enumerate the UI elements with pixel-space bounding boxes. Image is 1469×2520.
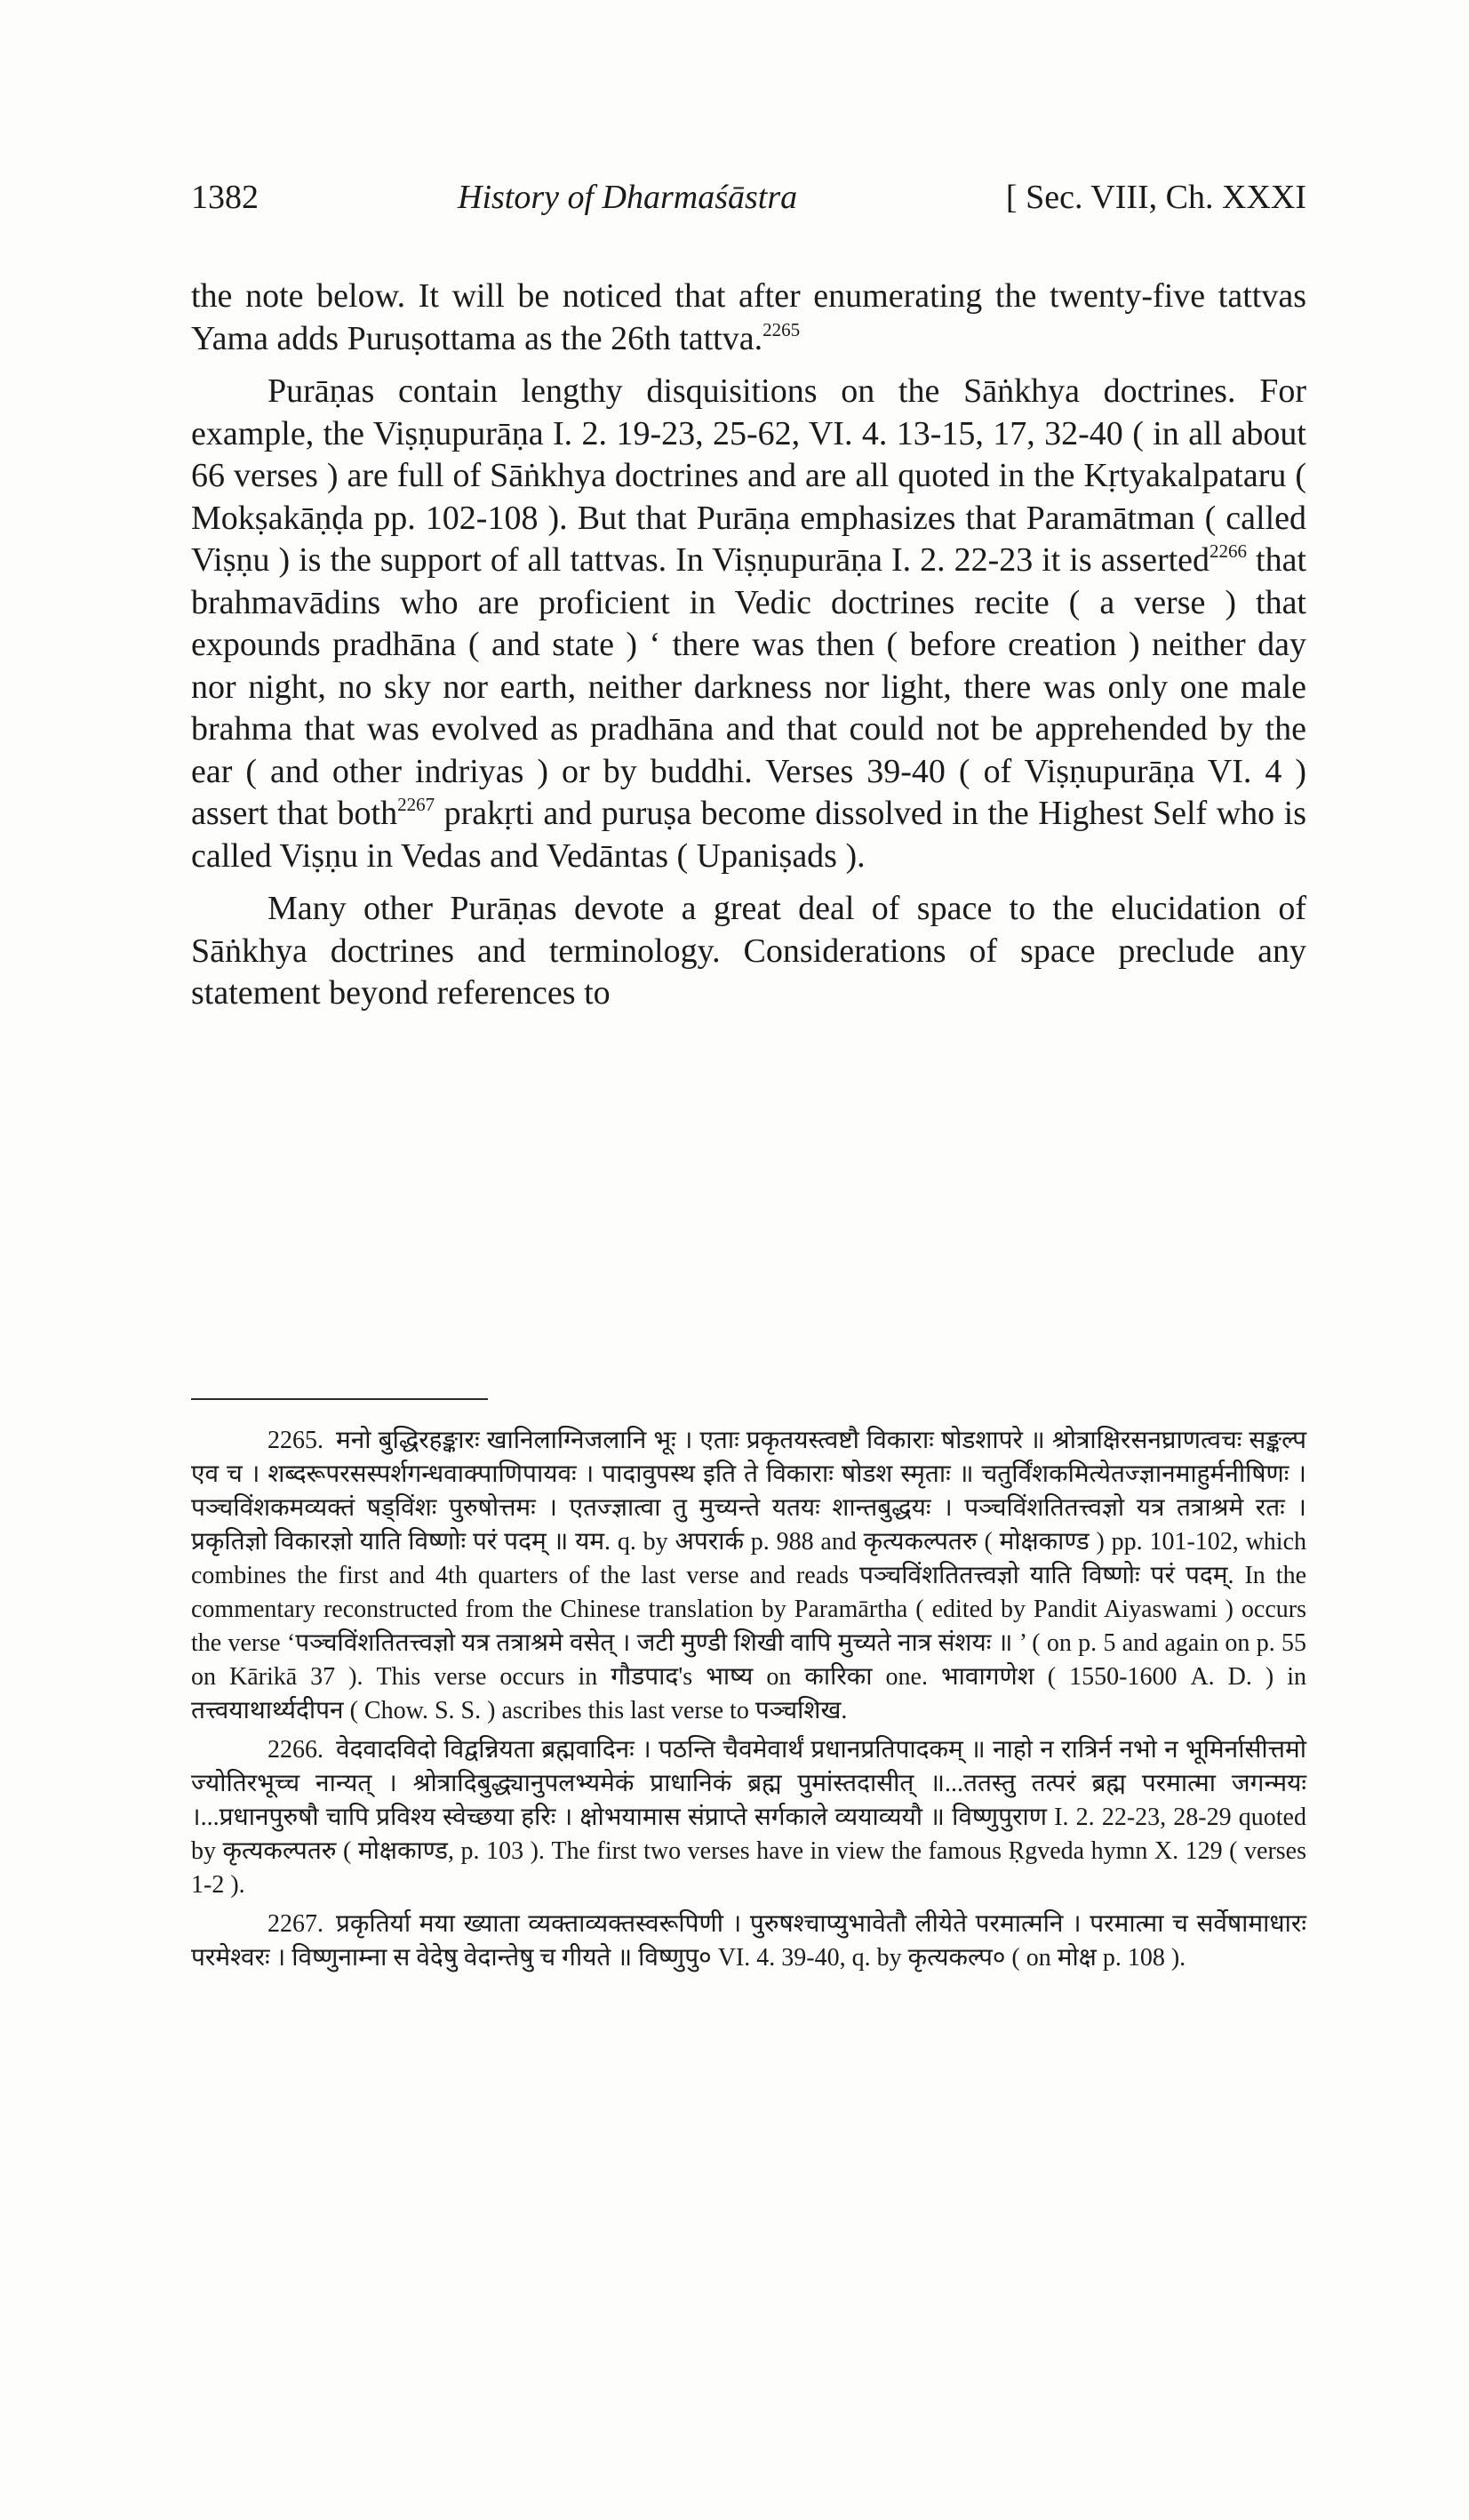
paragraph-2 <box>191 371 1306 877</box>
footnote-number: 2267. <box>267 1910 323 1938</box>
footnotes <box>191 1424 1306 1980</box>
paragraph-3 <box>191 888 1306 1015</box>
footnote-divider <box>191 1398 488 1400</box>
footnote-text: प्रकृतिर्या मया ख्याता व्यक्ताव्यक्तस्वरूपिणी । पुरुषश्चाप्युभावेतौ लीयेते परमात्मनि । परमात्मा च सर्वेषामाधारः परमेश्वरः । विष्णुनाम्ना स वेदेषु वेदान्तेषु च गीयते ॥ विष्णुपु० VI. 4. 39-40, q. by कृत्यकल्प० ( on मोक्ष p. 108 ). <box>191 1910 1306 1972</box>
running-title: History of Dharmaśāstra <box>458 179 798 216</box>
paragraph-3-text: Many other Purāṇas devote a great deal of space to the elucidation of Sāṅkhya doctrines and terminology. Considerations of space preclude any statement beyond references to <box>191 890 1306 1012</box>
page-header <box>191 178 1306 231</box>
footnote-ref-2267: 2267 <box>397 794 435 815</box>
section-reference: [ Sec. VIII, Ch. XXXI <box>1005 179 1306 216</box>
paragraph-2-text-c: prakṛti and puruṣa become dissolved in the Highest Self who is called Viṣṇu in Vedas and Vedāntas ( Upaniṣads ). <box>191 795 1307 875</box>
footnote-text: वेदवादविदो विद्वन्नियता ब्रह्मवादिनः । पठन्ति चैवमेवार्थं प्रधानप्रतिपादकम् ॥ नाहो न रात्रिर्न नभो न भूमिर्नासीत्तमो ज्योतिरभूच्च नान्यत् । श्रोत्रादिबुद्ध्यानुपलभ्यमेकं प्राधानिकं ब्रह्म पुमांस्तदासीत् ॥...ततस्तु तत्परं ब्रह्म परमात्मा जगन्मयः ।...प्रधानपुरुषौ चापि प्रविश्य स्वेच्छया हरिः । क्षोभयामास संप्राप्ते सर्गकाले व्ययाव्ययौ ॥ विष्णुपुराण I. 2. 22-23, 28-29 quoted by कृत्यकल्पतरु ( मोक्षकाण्ड, p. 103 ). The first two verses have in view the famous Ṛgveda hymn X. 129 ( verses 1-2 ). <box>191 1736 1306 1899</box>
page-number: 1382 <box>191 179 259 216</box>
footnote-2267 <box>191 1908 1306 1975</box>
paragraph-1-text: the note below. It will be noticed that after enumerating the twenty-five tattvas Yama adds Puruṣottama as the 26th tattva. <box>191 277 1306 357</box>
paragraph-1 <box>191 276 1306 360</box>
paragraph-2-text-a: Purāṇas contain lengthy disquisitions on the Sāṅkhya doctrines. For example, the Viṣṇupurāṇa I. 2. 19-23, 25-62, VI. 4. 13-15, 17, 32-40 ( in all about 66 verses ) are full of Sāṅkhya doctrines and are all quoted in the Kṛtyakalpataru ( Mokṣakāṇḍa pp. 102-108 ). But that Purāṇa emphasizes that Paramātman ( called Viṣṇu ) is the support of all tattvas. In Viṣṇupurāṇa I. 2. 22-23 it is asserted <box>191 372 1306 579</box>
footnote-number: 2266. <box>267 1736 323 1764</box>
footnote-number: 2265. <box>267 1427 323 1454</box>
footnote-text: मनो बुद्धिरहङ्कारः खानिलाग्निजलानि भूः । एताः प्रकृतयस्त्वष्टौ विकाराः षोडशापरे ॥ श्रोत्राक्षिरसनघ्राणत्वचः सङ्कल्प एव च । शब्दरूपरसस्पर्शगन्धवाक्पाणिपायवः । पादावुपस्थ इति ते विकाराः षोडश स्मृताः ॥ चतुर्विंशकमित्येतज्ज्ञानमाहुर्मनीषिणः । पञ्चविंशकमव्यक्तं षड्विंशः पुरुषोत्तमः । एतज्ज्ञात्वा तु मुच्यन्ते यतयः शान्तबुद्धयः । पञ्चविंशतितत्त्वज्ञो यत्र तत्राश्रमे रतः । प्रकृतिज्ञो विकारज्ञो याति विष्णोः परं पदम् ॥ यम. q. by अपरार्क p. 988 and कृत्यकल्पतरु ( मोक्षकाण्ड ) pp. 101-102, which combines the first and 4th quarters of the last verse and reads पञ्चविंशतितत्त्वज्ञो याति विष्णोः परं पदम्. In the commentary reconstructed from the Chinese translation by Paramārtha ( edited by Pandit Aiyaswami ) occurs the verse ‘पञ्चविंशतितत्त्वज्ञो यत्र तत्राश्रमे वसेत् । जटी मुण्डी शिखी वापि मुच्यते नात्र संशयः ॥ ’ ( on p. 5 and again on p. 55 on Kārikā 37 ). This verse occurs in गौडपाद's भाष्य on कारिका one. भावागणेश ( 1550-1600 A. D. ) in तत्त्वयाथार्थ्यदीपन ( Chow. S. S. ) ascribes this last verse to पञ्चशिख. <box>191 1427 1306 1724</box>
footnote-2266 <box>191 1733 1306 1902</box>
paragraph-2-text-b: that brahmavādins who are proficient in Vedic doctrines recite ( a verse ) that expounds pradhāna ( and state ) ‘ there was then ( before creation ) neither day nor night, no sky nor earth, neither darkness nor light, there was only one male brahma that was evolved as pradhāna and that could not be apprehended by the ear ( and other indriyas ) or by buddhi. Verses 39-40 ( of Viṣṇupurāṇa VI. 4 ) assert that both <box>191 541 1306 832</box>
main-text <box>191 276 1306 1026</box>
footnote-ref-2265: 2265 <box>762 318 801 340</box>
footnote-ref-2266: 2266 <box>1210 540 1248 562</box>
footnote-2265 <box>191 1424 1306 1728</box>
